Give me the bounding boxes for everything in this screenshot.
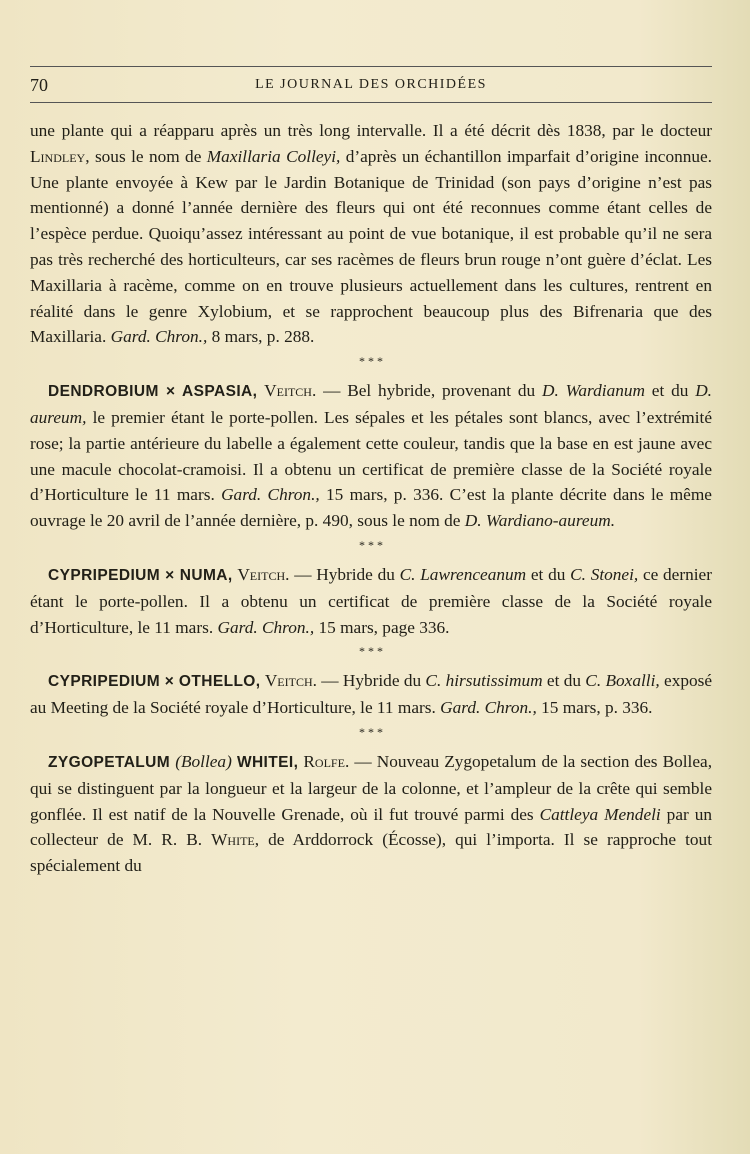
source-citation: Gard. Chron., [221, 485, 320, 505]
plant-name: CYPRIPEDIUM × OTHELLO, [48, 673, 261, 691]
author-name: Veitch [264, 381, 312, 401]
author-name: Veitch [237, 564, 286, 584]
text: 8 mars, p. 288. [207, 327, 315, 347]
text: . — Hybride du [312, 671, 426, 691]
plant-name: WHITEI, [236, 753, 299, 771]
text: exposé au Meeting de la Société royale d’Horticulture, le 11 mars. [30, 671, 713, 718]
asterism: * * * [359, 724, 383, 739]
author-name: Rolfe [303, 751, 345, 771]
section-name: (Bollea) [175, 751, 232, 771]
plant-name: ZYGOPETALUM [48, 753, 171, 771]
author-name: Lindley [30, 146, 86, 166]
running-title: LE JOURNAL DES ORCHIDÉES [255, 77, 487, 92]
source-citation: Gard. Chron., [440, 698, 537, 718]
species-name: Cattleya Mendeli [539, 804, 661, 824]
text: 15 mars, p. 336. [536, 698, 653, 718]
species-name: D. aureum, [30, 381, 713, 427]
paragraph-cypripedium-othello [30, 668, 712, 721]
species-name: D. Wardianum [541, 381, 645, 401]
page-number: 70 [30, 74, 48, 95]
plant-name: CYPRIPEDIUM × NUMA, [48, 566, 233, 584]
collector-name: White [211, 830, 255, 850]
separator-asterism [30, 644, 712, 659]
species-name: D. Wardiano-aureum. [464, 511, 616, 531]
source-citation: Gard. Chron., [110, 327, 208, 347]
header-rule-top [30, 66, 712, 67]
species-name: Maxillaria Colleyi, [206, 146, 341, 166]
text: par un collecteur de M. R. B. [30, 804, 712, 850]
source-citation: Gard. Chron., [217, 617, 315, 637]
text: ce dernier étant le porte-pollen. Il a obtenu un certificat de première classe de la Société royale d’Horticulture, le 11 mars. [30, 564, 712, 637]
text: et du [644, 381, 696, 401]
paragraph-cypripedium-numa [30, 562, 712, 640]
text: . — Hybride du [285, 564, 400, 584]
text: . — Nouveau Zygopetalum de la section des Bollea, qui se distinguent par la longueur et la largeur de la colonne, et l’ampleur de la crête qui semble gonflée. Il est natif de la Nouvelle Grenade, où il fut trouvé parmi des [30, 751, 713, 824]
article-body [30, 118, 712, 879]
asterism: * * * [359, 644, 383, 659]
separator-asterism [30, 354, 712, 369]
text: 15 mars, page 336. [314, 617, 450, 637]
asterism: * * * [359, 354, 383, 369]
text: . — Bel hybride, provenant du [311, 381, 542, 401]
text: d’après un échantillon imparfait d’origine inconnue. Une plante envoyée à Kew par le Jardin Botanique de Trinidad (son pays d’origine n’est pas mentionné) a donné l’année dernière des fleurs qui ont été reconnues comme étant celles de l’espèce perdue. Quoiqu’assez intéressant au point de vue botanique, il est probable qu’il ne sera pas très recherché des horticulteurs, car ses racèmes de fleurs brun rouge n’ont guère d’éclat. Les Maxillaria à racème, comme on en trouve plusieurs actuellement dans les cultures, rentrent en réalité dans le genre Xylobium, et se rapprochent beaucoup plus des Bifrenaria que des Maxillaria. [30, 146, 712, 347]
running-header [30, 72, 712, 98]
text: le premier étant le porte-pollen. Les sépales et les pétales sont blancs, avec l’extrémité rose; la partie antérieure du labelle a également cette couleur, tandis que la base en est jaune avec une macule chocolat-cramoisi. Il a obtenu un certificat de première classe de la Société royale d’Horticulture le 11 mars. [30, 407, 712, 505]
text: , sous le nom de [85, 146, 207, 166]
species-name: C. Lawrenceanum [399, 564, 527, 584]
text: et du [542, 671, 586, 691]
asterism: * * * [359, 537, 383, 552]
separator-asterism [30, 724, 712, 739]
species-name: C. Stonei, [570, 564, 639, 584]
plant-name: DENDROBIUM × ASPASIA, [48, 383, 258, 401]
paragraph-zygopetalum [30, 749, 712, 879]
separator-asterism [30, 537, 712, 552]
species-name: C. hirsutissimum [425, 671, 543, 691]
species-name: C. Boxalli, [585, 671, 660, 691]
paragraph-dendrobium [30, 378, 712, 534]
header-rule-bottom [30, 102, 712, 103]
text: 15 mars, p. 336. C’est la plante décrite dans le même ouvrage le 20 avril de l’année dernière, p. 490, sous le nom de [30, 485, 712, 531]
paragraph-maxillaria [30, 118, 712, 350]
text: et du [526, 564, 571, 584]
text: , de Arddorrock (Écosse), qui l’importa. Il se rapproche tout spécialement du [30, 830, 713, 876]
text: une plante qui a réapparu après un très long intervalle. Il a été décrit dès 1838, par le docteur [30, 121, 712, 140]
author-name: Veitch [264, 671, 313, 691]
